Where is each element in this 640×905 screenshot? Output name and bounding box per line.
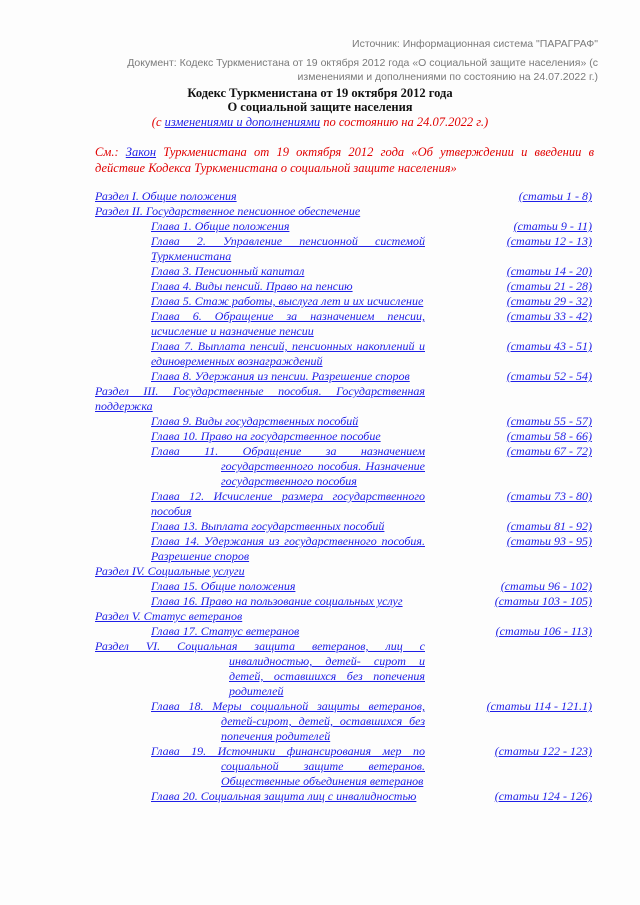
toc-title-link[interactable]: Глава 14. Удержания из государственного пособия. Разрешение споров — [151, 534, 425, 563]
toc-title-link[interactable]: Глава 3. Пенсионный капитал — [151, 264, 305, 278]
toc-title-link[interactable]: Глава 6. Обращение за назначением пенсии, исчисление и назначение пенсии — [151, 309, 425, 338]
toc-articles-link[interactable]: (статьи 33 - 42) — [506, 309, 592, 323]
toc-row — [95, 444, 592, 489]
toc-title-link[interactable]: Глава 18. Меры социальной защиты ветеранов, детей-сирот, детей, оставшихся без попечения родителей — [151, 699, 425, 743]
see-also-note — [95, 144, 594, 176]
toc-articles-link[interactable]: (статьи 67 - 72) — [506, 444, 592, 458]
toc-articles-link[interactable]: (статьи 124 - 126) — [494, 789, 592, 803]
toc-row — [95, 414, 592, 429]
see-text: Туркменистана от 19 октября 2012 года «Об утверждении и введении в действие Кодекса Туркменистана о социальной защите населения» — [95, 145, 594, 175]
toc-articles-link[interactable]: (статьи 106 - 113) — [495, 624, 592, 638]
amendments-link[interactable]: изменениями и дополнениями — [164, 115, 321, 129]
toc-title-link[interactable]: Раздел V. Статус ветеранов — [95, 609, 243, 623]
toc-row — [95, 489, 592, 519]
toc-articles-link[interactable]: (статьи 12 - 13) — [506, 234, 592, 248]
toc-row — [95, 594, 592, 609]
toc-title-link[interactable]: Глава 15. Общие положения — [151, 579, 296, 593]
toc-title-link[interactable]: Глава 5. Стаж работы, выслуга лет и их исчисление — [151, 294, 424, 308]
toc-row — [95, 294, 592, 309]
toc-row — [95, 579, 592, 594]
table-of-contents — [95, 189, 592, 804]
toc-title-link[interactable]: Глава 2. Управление пенсионной системой Туркменистана — [151, 234, 425, 263]
toc-articles-link[interactable]: (статьи 122 - 123) — [494, 744, 592, 758]
toc-title-link[interactable]: Раздел III. Государственные пособия. Государственная поддержка — [95, 384, 425, 413]
toc-articles-link[interactable]: (статьи 81 - 92) — [506, 519, 592, 533]
toc-title-link[interactable]: Глава 11. Обращение за назначением государственного пособия. Назначение государственного пособия — [151, 444, 425, 488]
toc-articles-link[interactable]: (статьи 93 - 95) — [506, 534, 592, 548]
toc-row — [95, 339, 592, 369]
toc-row — [95, 744, 592, 789]
document-line: Документ: Кодекс Туркменистана от 19 октября 2012 года «О социальной защите населения» (с изменениями и дополнениями по состоянию на 24.07.2022 г.) — [127, 57, 598, 83]
toc-title-link[interactable]: Раздел VI. Социальная защита ветеранов, лиц с инвалидностью, детей- сирот и детей, оставшихся без попечения родителей — [95, 639, 425, 698]
toc-row — [95, 624, 592, 639]
toc-articles-link[interactable]: (статьи 55 - 57) — [506, 414, 592, 428]
toc-row — [95, 369, 592, 384]
toc-articles-link[interactable]: (статьи 52 - 54) — [506, 369, 592, 383]
toc-row — [95, 609, 592, 624]
toc-title-link[interactable]: Глава 17. Статус ветеранов — [151, 624, 300, 638]
toc-title-link[interactable]: Раздел IV. Социальные услуги — [95, 564, 245, 578]
toc-articles-link[interactable]: (статьи 58 - 66) — [506, 429, 592, 443]
toc-row — [95, 219, 592, 234]
state-suffix: по состоянию на 24.07.2022 г.) — [320, 115, 489, 129]
toc-row — [95, 204, 592, 219]
toc-row — [95, 279, 592, 294]
toc-title-link[interactable]: Глава 19. Источники финансирования мер по социальной защите ветеранов. Общественные объединения ветеранов — [151, 744, 425, 788]
see-prefix: См.: — [95, 145, 126, 159]
toc-row — [95, 384, 592, 414]
toc-row — [95, 429, 592, 444]
toc-title-link[interactable]: Глава 10. Право на государственное пособие — [151, 429, 381, 443]
toc-title-link[interactable]: Глава 20. Социальная защита лиц с инвалидностью — [151, 789, 417, 803]
toc-row — [95, 639, 592, 699]
toc-row — [95, 309, 592, 339]
toc-title-link[interactable]: Раздел I. Общие положения — [95, 189, 237, 203]
page-title — [0, 86, 640, 114]
toc-articles-link[interactable]: (статьи 114 - 121.1) — [486, 699, 592, 713]
toc-title-link[interactable]: Глава 8. Удержания из пенсии. Разрешение споров — [151, 369, 410, 383]
toc-title-link[interactable]: Раздел II. Государственное пенсионное обеспечение — [95, 204, 361, 218]
toc-articles-link[interactable]: (статьи 1 - 8) — [518, 189, 592, 203]
toc-row — [95, 564, 592, 579]
toc-articles-link[interactable]: (статьи 9 - 11) — [513, 219, 592, 233]
toc-title-link[interactable]: Глава 13. Выплата государственных пособий — [151, 519, 385, 533]
law-link[interactable]: Закон — [125, 145, 157, 159]
toc-title-link[interactable]: Глава 1. Общие положения — [151, 219, 290, 233]
toc-title-link[interactable]: Глава 7. Выплата пенсий, пенсионных накоплений и единовременных вознаграждений — [151, 339, 425, 368]
toc-row — [95, 789, 592, 804]
toc-row — [95, 534, 592, 564]
title-line-2: О социальной защите населения — [227, 100, 413, 114]
toc-row — [95, 234, 592, 264]
toc-title-link[interactable]: Глава 12. Исчисление размера государственного пособия — [151, 489, 425, 518]
source-line: Источник: Информационная система "ПАРАГРАФ" — [352, 38, 598, 50]
revision-state — [0, 115, 640, 130]
toc-row — [95, 264, 592, 279]
toc-row — [95, 699, 592, 744]
toc-articles-link[interactable]: (статьи 43 - 51) — [506, 339, 592, 353]
toc-articles-link[interactable]: (статьи 73 - 80) — [506, 489, 592, 503]
toc-articles-link[interactable]: (статьи 103 - 105) — [494, 594, 592, 608]
toc-articles-link[interactable]: (статьи 21 - 28) — [506, 279, 592, 293]
toc-articles-link[interactable]: (статьи 96 - 102) — [500, 579, 592, 593]
title-line-1: Кодекс Туркменистана от 19 октября 2012 года — [187, 86, 453, 100]
toc-title-link[interactable]: Глава 16. Право на пользование социальных услуг — [151, 594, 403, 608]
toc-articles-link[interactable]: (статьи 29 - 32) — [506, 294, 592, 308]
toc-title-link[interactable]: Глава 9. Виды государственных пособий — [151, 414, 359, 428]
toc-row — [95, 519, 592, 534]
toc-title-link[interactable]: Глава 4. Виды пенсий. Право на пенсию — [151, 279, 353, 293]
toc-row — [95, 189, 592, 204]
state-prefix: (с — [151, 115, 165, 129]
toc-articles-link[interactable]: (статьи 14 - 20) — [506, 264, 592, 278]
